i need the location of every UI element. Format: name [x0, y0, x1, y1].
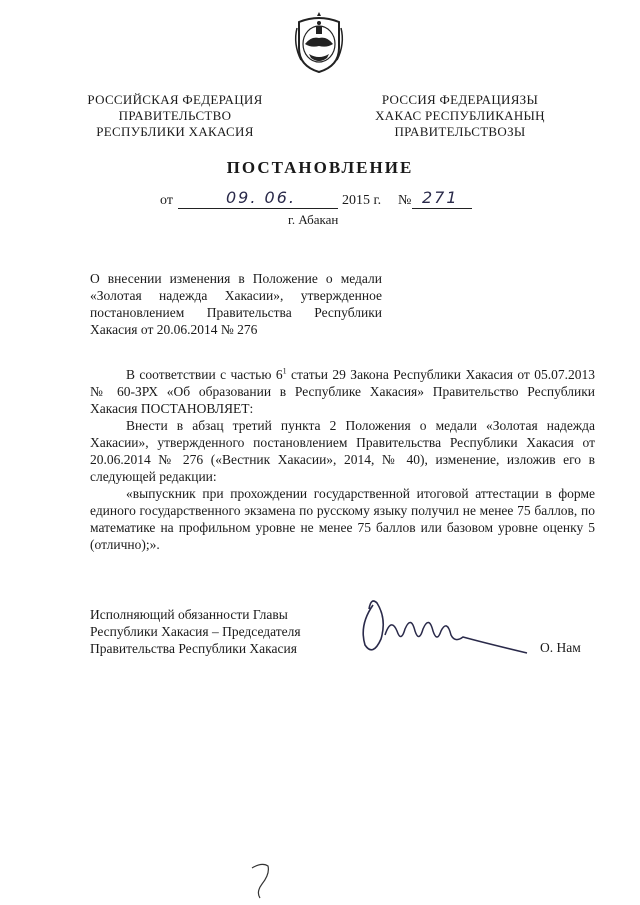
from-label: от: [160, 193, 173, 208]
number-underline: [412, 208, 472, 209]
signer-line-3: Правительства Республики Хакасия: [90, 641, 297, 656]
number-label: №: [398, 193, 412, 208]
header-left-line-1: РОССИЙСКАЯ ФЕДЕРАЦИЯ: [87, 92, 263, 107]
body-paragraph-2: Внести в абзац третий пункта 2 Положения о медали «Золотая надежда Хакасии», утвержденного постановлением Правительства Республики Хакасия от 20.06.2014 № 276 («Вестник Хакасии», 2014, № 40), изменение, изложив его в следующей редакции:: [90, 418, 595, 484]
p1-text-after: статьи 29 Закона Республики Хакасия от 05.07.2013 № 60-ЗРХ «Об образовании в Республике Хакасия» Правительство Республики Хакасия ПОСТАНОВЛЯЕТ:: [90, 367, 595, 416]
handwritten-date: 09. 06.: [226, 188, 296, 207]
year-label: 2015 г.: [342, 193, 382, 208]
signer-line-1: Исполняющий обязанности Главы: [90, 607, 288, 622]
header-right: [360, 92, 560, 140]
p1-superscript: 1: [282, 366, 287, 376]
coat-of-arms-icon: [291, 8, 347, 76]
handwritten-mark: [248, 860, 278, 900]
header-right-line-3: ПРАВИТЕЛЬСТВОЗЫ: [394, 124, 526, 139]
header-left: [80, 92, 270, 140]
document-subject: О внесении изменения в Положение о медали «Золотая надежда Хакасии», утвержденное постановлением Правительства Республики Хакасия от 20.06.2014 № 276: [90, 271, 382, 337]
body-paragraph-3: «выпускник при прохождении государственной итоговой аттестации в форме единого государственного экзамена по русскому языку получил не менее 75 баллов, по математике на профильном уровне не менее 75 баллов или базовом уровне оценку 5 (отлично);».: [90, 486, 595, 552]
handwritten-signature: [355, 595, 530, 665]
header-right-line-1: РОССИЯ ФЕДЕРАЦИЯЗЫ: [381, 92, 539, 107]
date-line: [160, 190, 490, 210]
header-left-line-2: ПРАВИТЕЛЬСТВО: [118, 108, 232, 123]
p1-text-before: В соответствии с частью 6: [126, 367, 283, 382]
header-left-line-3: РЕСПУБЛИКИ ХАКАСИЯ: [96, 124, 254, 139]
date-underline: [178, 208, 338, 209]
signer-title: [90, 606, 350, 657]
signer-name: О. Нам: [540, 640, 581, 655]
document-body: [90, 366, 595, 553]
header-right-line-2: ХАКАС РЕСПУБЛИКАНЫҢ: [375, 108, 545, 123]
signer-line-2: Республики Хакасия – Председателя: [90, 624, 301, 639]
handwritten-number: 271: [422, 188, 459, 207]
city-label: г. Абакан: [288, 212, 339, 227]
document-title: ПОСТАНОВЛЕНИЕ: [226, 158, 414, 177]
body-paragraph-1: [90, 366, 595, 417]
